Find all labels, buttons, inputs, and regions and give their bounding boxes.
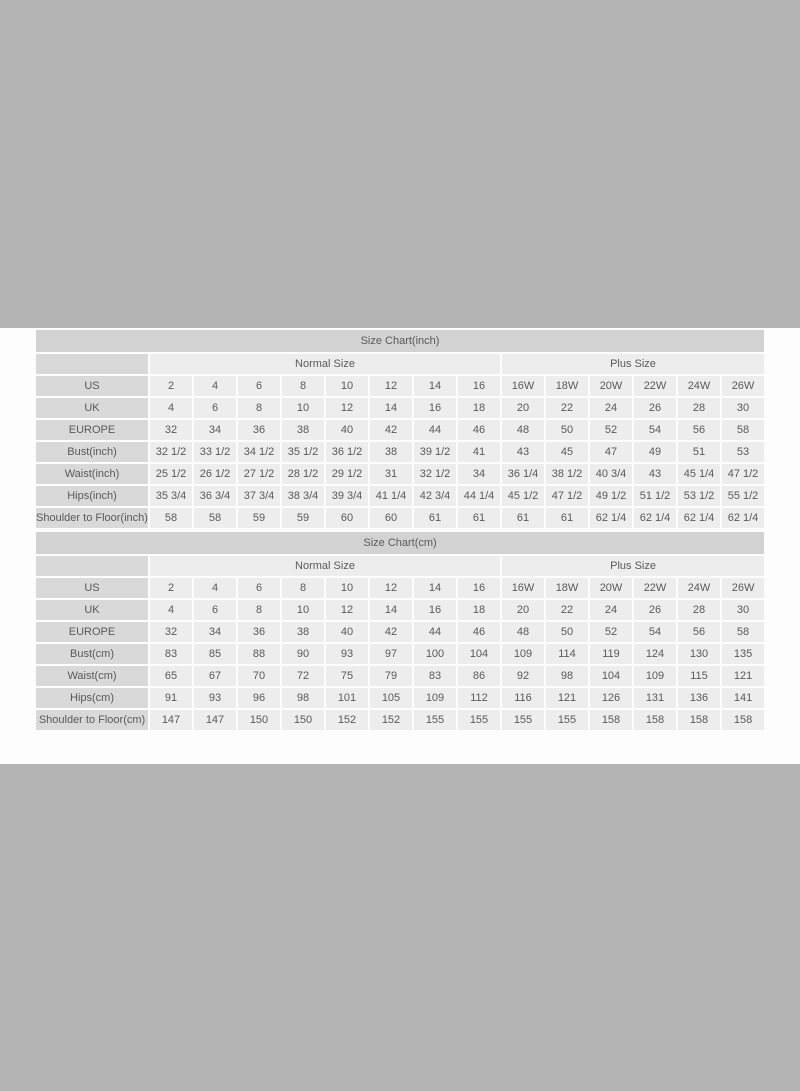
size-cell: 126 <box>590 688 632 708</box>
row-label: Shoulder to Floor(cm) <box>36 710 148 730</box>
size-cell: 119 <box>590 644 632 664</box>
size-cell: 124 <box>634 644 676 664</box>
size-cell: 47 <box>590 442 632 462</box>
size-cell: 33 1/2 <box>194 442 236 462</box>
size-cell: 90 <box>282 644 324 664</box>
size-cell: 18 <box>458 600 500 620</box>
size-cell: 32 1/2 <box>414 464 456 484</box>
size-cell: 54 <box>634 622 676 642</box>
size-cell: 150 <box>282 710 324 730</box>
size-cell: 42 <box>370 420 412 440</box>
size-cell: 4 <box>194 376 236 396</box>
size-cell: 100 <box>414 644 456 664</box>
size-cell: 58 <box>722 622 764 642</box>
size-cell: 30 <box>722 600 764 620</box>
size-cell: 28 1/2 <box>282 464 324 484</box>
size-cell: 105 <box>370 688 412 708</box>
size-cell: 109 <box>414 688 456 708</box>
row-label: UK <box>36 398 148 418</box>
size-cell: 28 <box>678 398 720 418</box>
size-cell: 31 <box>370 464 412 484</box>
size-cell: 65 <box>150 666 192 686</box>
row-label: Hips(inch) <box>36 486 148 506</box>
size-cell: 83 <box>150 644 192 664</box>
size-cell: 101 <box>326 688 368 708</box>
size-cell: 93 <box>326 644 368 664</box>
table-row <box>36 666 764 686</box>
size-cell: 34 1/2 <box>238 442 280 462</box>
size-cell: 155 <box>546 710 588 730</box>
size-cell: 16 <box>414 600 456 620</box>
size-cell: 121 <box>722 666 764 686</box>
size-cell: 98 <box>282 688 324 708</box>
size-cell: 49 1/2 <box>590 486 632 506</box>
size-cell: 26W <box>722 578 764 598</box>
size-cell: 53 1/2 <box>678 486 720 506</box>
table-row <box>36 710 764 730</box>
size-cell: 72 <box>282 666 324 686</box>
size-cell: 60 <box>326 508 368 528</box>
size-cell: 4 <box>150 398 192 418</box>
size-cell: 109 <box>634 666 676 686</box>
size-cell: 56 <box>678 420 720 440</box>
size-cell: 42 <box>370 622 412 642</box>
size-cell: 88 <box>238 644 280 664</box>
size-cell: 62 1/4 <box>590 508 632 528</box>
size-cell: 62 1/4 <box>634 508 676 528</box>
group-header: Normal Size <box>150 354 500 374</box>
size-cell: 141 <box>722 688 764 708</box>
size-cell: 48 <box>502 622 544 642</box>
size-cell: 20 <box>502 398 544 418</box>
size-cell: 36 1/4 <box>502 464 544 484</box>
size-cell: 42 3/4 <box>414 486 456 506</box>
size-cell: 47 1/2 <box>546 486 588 506</box>
corner-cell <box>36 354 148 374</box>
size-cell: 45 1/2 <box>502 486 544 506</box>
size-cell: 104 <box>458 644 500 664</box>
size-cell: 26W <box>722 376 764 396</box>
table-row <box>36 442 764 462</box>
size-cell: 24 <box>590 398 632 418</box>
size-cell: 25 1/2 <box>150 464 192 484</box>
size-cell: 16 <box>458 376 500 396</box>
row-label: Waist(inch) <box>36 464 148 484</box>
size-cell: 58 <box>722 420 764 440</box>
size-cell: 35 3/4 <box>150 486 192 506</box>
size-cell: 27 1/2 <box>238 464 280 484</box>
size-cell: 24 <box>590 600 632 620</box>
size-cell: 8 <box>238 398 280 418</box>
size-cell: 130 <box>678 644 720 664</box>
size-cell: 10 <box>282 600 324 620</box>
size-cell: 47 1/2 <box>722 464 764 484</box>
size-cell: 20 <box>502 600 544 620</box>
size-cell: 39 3/4 <box>326 486 368 506</box>
row-label: Bust(inch) <box>36 442 148 462</box>
size-cell: 51 <box>678 442 720 462</box>
size-cell: 48 <box>502 420 544 440</box>
table-row <box>36 688 764 708</box>
size-cell: 2 <box>150 578 192 598</box>
size-cell: 147 <box>150 710 192 730</box>
size-cell: 158 <box>634 710 676 730</box>
size-cell: 26 <box>634 600 676 620</box>
row-label: EUROPE <box>36 622 148 642</box>
size-cell: 56 <box>678 622 720 642</box>
group-header-row <box>36 556 764 576</box>
size-cell: 44 <box>414 420 456 440</box>
size-cell: 116 <box>502 688 544 708</box>
table-row <box>36 398 764 418</box>
size-cell: 83 <box>414 666 456 686</box>
size-cell: 22 <box>546 398 588 418</box>
size-cell: 4 <box>194 578 236 598</box>
corner-cell <box>36 556 148 576</box>
size-cell: 12 <box>370 578 412 598</box>
size-cell: 41 <box>458 442 500 462</box>
size-cell: 131 <box>634 688 676 708</box>
size-cell: 32 <box>150 420 192 440</box>
size-cell: 26 1/2 <box>194 464 236 484</box>
size-cell: 43 <box>634 464 676 484</box>
size-cell: 50 <box>546 622 588 642</box>
size-cell: 60 <box>370 508 412 528</box>
size-cell: 98 <box>546 666 588 686</box>
size-cell: 14 <box>370 398 412 418</box>
table-title: Size Chart(inch) <box>36 330 764 352</box>
size-cell: 32 <box>150 622 192 642</box>
size-cell: 22W <box>634 578 676 598</box>
size-cell: 45 1/4 <box>678 464 720 484</box>
size-chart-inch-table-container <box>0 328 800 530</box>
table-row <box>36 464 764 484</box>
size-cell: 75 <box>326 666 368 686</box>
size-cell: 34 <box>458 464 500 484</box>
size-cell: 53 <box>722 442 764 462</box>
size-cell: 44 <box>414 622 456 642</box>
size-cell: 36 <box>238 622 280 642</box>
size-cell: 46 <box>458 420 500 440</box>
size-cell: 37 3/4 <box>238 486 280 506</box>
size-cell: 38 3/4 <box>282 486 324 506</box>
size-cell: 152 <box>326 710 368 730</box>
size-cell: 20W <box>590 376 632 396</box>
size-cell: 24W <box>678 376 720 396</box>
size-cell: 93 <box>194 688 236 708</box>
table-row <box>36 622 764 642</box>
size-cell: 61 <box>414 508 456 528</box>
size-cell: 6 <box>194 600 236 620</box>
row-label: EUROPE <box>36 420 148 440</box>
size-cell: 45 <box>546 442 588 462</box>
size-cell: 34 <box>194 420 236 440</box>
group-header: Plus Size <box>502 556 764 576</box>
size-cell: 12 <box>326 398 368 418</box>
size-cell: 20W <box>590 578 632 598</box>
size-cell: 14 <box>370 600 412 620</box>
table-row <box>36 376 764 396</box>
size-cell: 36 1/2 <box>326 442 368 462</box>
size-cell: 50 <box>546 420 588 440</box>
size-cell: 38 <box>282 420 324 440</box>
size-cell: 22 <box>546 600 588 620</box>
size-cell: 35 1/2 <box>282 442 324 462</box>
table-row <box>36 578 764 598</box>
size-cell: 52 <box>590 420 632 440</box>
size-cell: 12 <box>326 600 368 620</box>
size-cell: 36 <box>238 420 280 440</box>
size-cell: 96 <box>238 688 280 708</box>
table-row <box>36 420 764 440</box>
size-cell: 112 <box>458 688 500 708</box>
size-cell: 10 <box>326 376 368 396</box>
size-cell: 114 <box>546 644 588 664</box>
size-cell: 67 <box>194 666 236 686</box>
row-label: US <box>36 578 148 598</box>
size-cell: 16W <box>502 578 544 598</box>
size-cell: 104 <box>590 666 632 686</box>
size-cell: 40 <box>326 622 368 642</box>
size-cell: 16 <box>414 398 456 418</box>
size-cell: 61 <box>458 508 500 528</box>
size-cell: 18W <box>546 578 588 598</box>
size-cell: 8 <box>282 578 324 598</box>
size-cell: 29 1/2 <box>326 464 368 484</box>
size-cell: 40 3/4 <box>590 464 632 484</box>
size-cell: 38 1/2 <box>546 464 588 484</box>
size-cell: 43 <box>502 442 544 462</box>
size-cell: 6 <box>238 376 280 396</box>
table-row <box>36 600 764 620</box>
size-cell: 79 <box>370 666 412 686</box>
size-cell: 30 <box>722 398 764 418</box>
size-cell: 8 <box>282 376 324 396</box>
table-row <box>36 508 764 528</box>
size-cell: 36 3/4 <box>194 486 236 506</box>
size-cell: 59 <box>282 508 324 528</box>
size-cell: 8 <box>238 600 280 620</box>
size-cell: 32 1/2 <box>150 442 192 462</box>
size-cell: 97 <box>370 644 412 664</box>
size-cell: 62 1/4 <box>678 508 720 528</box>
size-cell: 158 <box>678 710 720 730</box>
size-cell: 121 <box>546 688 588 708</box>
size-cell: 16 <box>458 578 500 598</box>
size-cell: 150 <box>238 710 280 730</box>
size-cell: 152 <box>370 710 412 730</box>
table-row <box>36 644 764 664</box>
size-cell: 158 <box>590 710 632 730</box>
size-cell: 38 <box>370 442 412 462</box>
table-row <box>36 486 764 506</box>
size-cell: 51 1/2 <box>634 486 676 506</box>
size-cell: 62 1/4 <box>722 508 764 528</box>
size-cell: 6 <box>194 398 236 418</box>
size-cell: 92 <box>502 666 544 686</box>
group-header-row <box>36 354 764 374</box>
size-cell: 115 <box>678 666 720 686</box>
row-label: US <box>36 376 148 396</box>
size-cell: 39 1/2 <box>414 442 456 462</box>
size-cell: 2 <box>150 376 192 396</box>
table-title: Size Chart(cm) <box>36 532 764 554</box>
size-cell: 34 <box>194 622 236 642</box>
size-cell: 49 <box>634 442 676 462</box>
size-cell: 10 <box>282 398 324 418</box>
size-cell: 155 <box>502 710 544 730</box>
size-cell: 155 <box>414 710 456 730</box>
size-cell: 58 <box>150 508 192 528</box>
size-cell: 61 <box>546 508 588 528</box>
size-cell: 155 <box>458 710 500 730</box>
size-cell: 10 <box>326 578 368 598</box>
size-table <box>34 328 766 530</box>
row-label: Shoulder to Floor(inch) <box>36 508 148 528</box>
size-cell: 136 <box>678 688 720 708</box>
row-label: UK <box>36 600 148 620</box>
size-cell: 147 <box>194 710 236 730</box>
size-chart-panel <box>0 328 800 764</box>
size-cell: 14 <box>414 578 456 598</box>
size-cell: 109 <box>502 644 544 664</box>
size-cell: 59 <box>238 508 280 528</box>
size-cell: 85 <box>194 644 236 664</box>
size-cell: 38 <box>282 622 324 642</box>
size-cell: 91 <box>150 688 192 708</box>
size-cell: 158 <box>722 710 764 730</box>
size-cell: 61 <box>502 508 544 528</box>
size-cell: 54 <box>634 420 676 440</box>
size-cell: 4 <box>150 600 192 620</box>
size-cell: 24W <box>678 578 720 598</box>
size-cell: 70 <box>238 666 280 686</box>
size-cell: 16W <box>502 376 544 396</box>
size-cell: 14 <box>414 376 456 396</box>
size-cell: 46 <box>458 622 500 642</box>
size-cell: 55 1/2 <box>722 486 764 506</box>
size-cell: 18W <box>546 376 588 396</box>
group-header: Normal Size <box>150 556 500 576</box>
size-cell: 135 <box>722 644 764 664</box>
size-cell: 52 <box>590 622 632 642</box>
size-cell: 40 <box>326 420 368 440</box>
size-cell: 18 <box>458 398 500 418</box>
size-cell: 26 <box>634 398 676 418</box>
size-cell: 44 1/4 <box>458 486 500 506</box>
group-header: Plus Size <box>502 354 764 374</box>
row-label: Hips(cm) <box>36 688 148 708</box>
size-cell: 28 <box>678 600 720 620</box>
size-cell: 86 <box>458 666 500 686</box>
size-cell: 58 <box>194 508 236 528</box>
size-cell: 22W <box>634 376 676 396</box>
size-cell: 41 1/4 <box>370 486 412 506</box>
size-chart-cm-table-container <box>0 530 800 732</box>
row-label: Bust(cm) <box>36 644 148 664</box>
size-cell: 6 <box>238 578 280 598</box>
size-cell: 12 <box>370 376 412 396</box>
row-label: Waist(cm) <box>36 666 148 686</box>
size-table <box>34 530 766 732</box>
